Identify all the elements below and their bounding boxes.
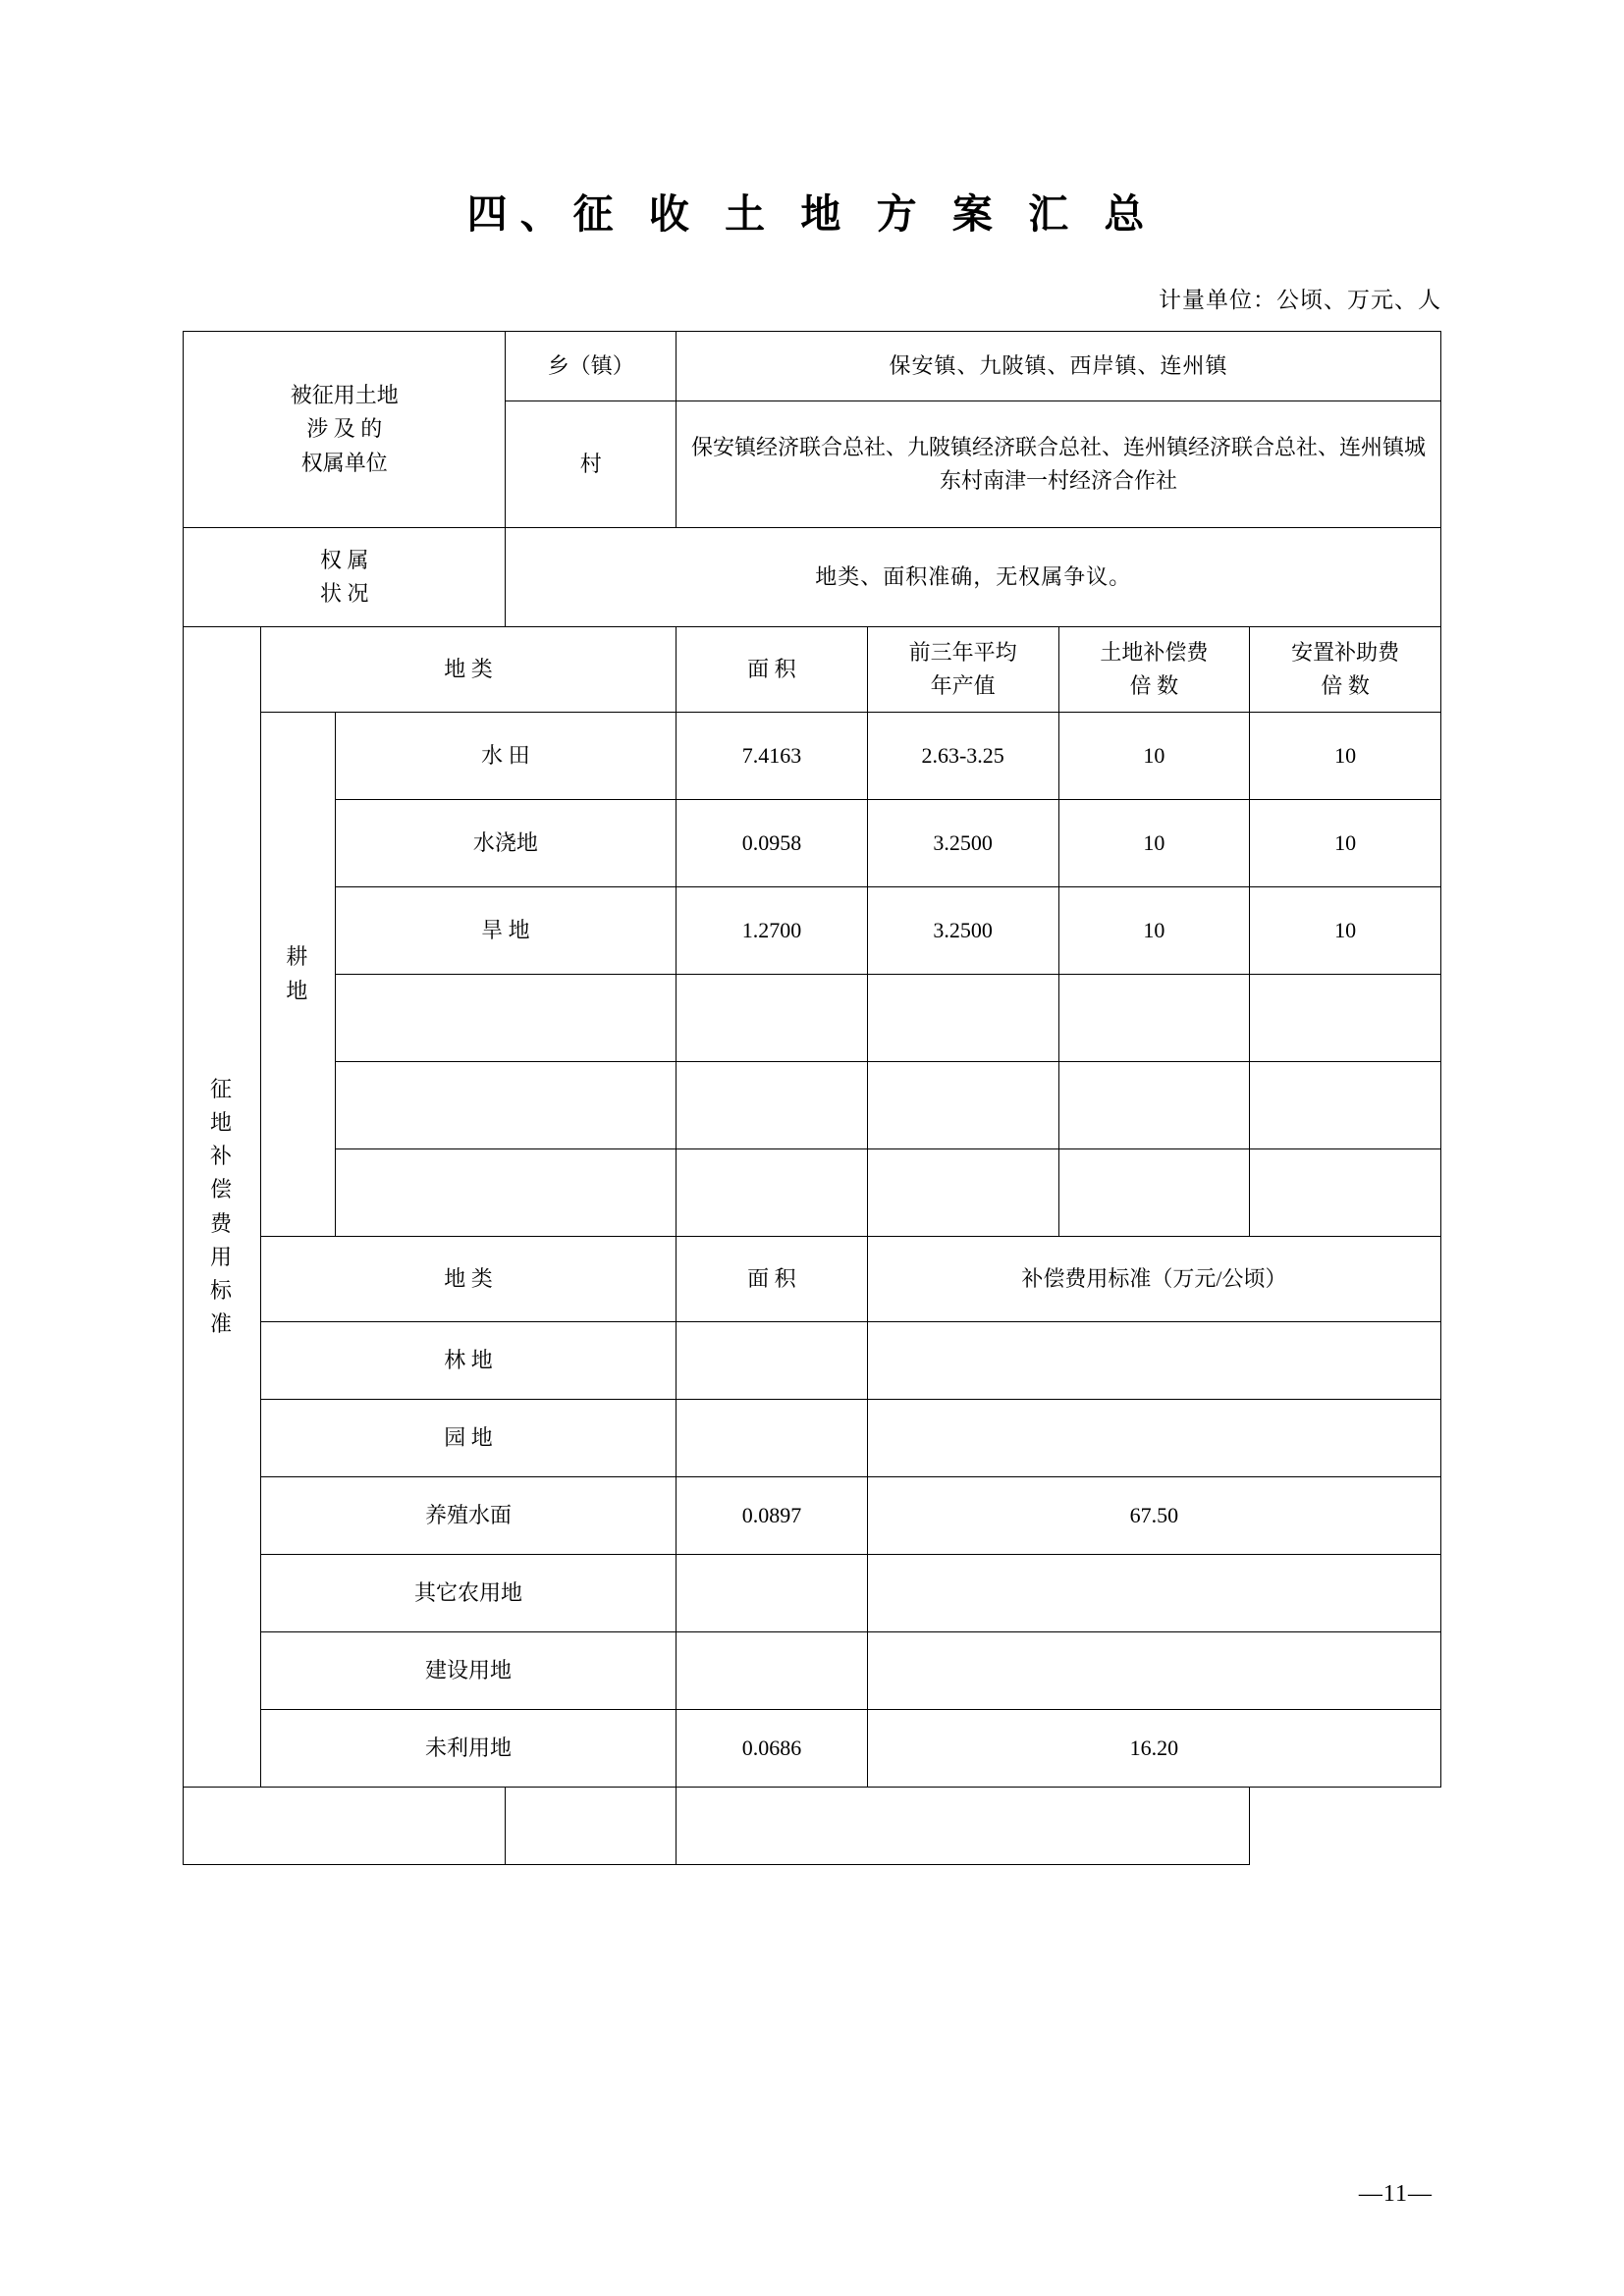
table1-row-2-area: 1.2700	[677, 887, 868, 975]
cultivated-land-group-label	[260, 713, 335, 1237]
table1-row-4-area	[677, 1062, 868, 1149]
table1-header-resettlement-line-1: 安置补助费	[1291, 639, 1400, 665]
land-requisition-summary-table	[183, 331, 1441, 1865]
table1-row-1-output: 3.2500	[867, 800, 1058, 887]
table2-row-6-type	[184, 1788, 506, 1865]
table1-row-5-resettlement-multiple	[1250, 1149, 1441, 1237]
cultivated-label-char-2: 地	[286, 978, 310, 1003]
table-row-dry-land	[184, 887, 1441, 975]
table1-row-4-land-multiple	[1058, 1062, 1250, 1149]
table-row-forest-land	[184, 1322, 1441, 1400]
township-row-value: 保安镇、九陂镇、西岸镇、连州镇	[677, 332, 1441, 401]
table1-header-land-multiple-line-2: 倍 数	[1129, 673, 1179, 698]
table2-row-6-area	[506, 1788, 677, 1865]
table-row-table2-blank	[184, 1788, 1441, 1865]
table1-header-area: 面 积	[677, 627, 868, 713]
table1-header-resettlement-multiple	[1250, 627, 1441, 713]
table2-row-5-type: 未利用地	[260, 1710, 676, 1788]
table2-row-0-standard	[867, 1322, 1440, 1400]
table1-row-5-output	[867, 1149, 1058, 1237]
table2-row-5-area: 0.0686	[677, 1710, 868, 1788]
table2-row-4-type: 建设用地	[260, 1632, 676, 1710]
table-row-irrigated-land	[184, 800, 1441, 887]
cultivated-label-char-1: 耕	[286, 944, 310, 970]
table2-row-0-area	[677, 1322, 868, 1400]
table2-header-area: 面 积	[677, 1237, 868, 1322]
measurement-unit-note: 计量单位：公顷、万元、人	[1159, 288, 1441, 312]
compensation-label-char-4: 偿	[209, 1177, 234, 1202]
table-row-blank-1	[184, 975, 1441, 1062]
table-row-compensation-header	[184, 627, 1441, 713]
table1-row-1-land-multiple: 10	[1058, 800, 1250, 887]
table1-row-5-area	[677, 1149, 868, 1237]
table1-row-2-type: 旱 地	[335, 887, 676, 975]
township-row-key: 乡（镇）	[506, 332, 677, 401]
table2-row-2-type: 养殖水面	[260, 1477, 676, 1555]
table2-row-4-area	[677, 1632, 868, 1710]
table1-row-0-output: 2.63-3.25	[867, 713, 1058, 800]
table1-header-output-line-2: 年产值	[930, 673, 996, 698]
table1-row-5-type	[335, 1149, 676, 1237]
table-row-paddy-field	[184, 713, 1441, 800]
village-row-value: 保安镇经济联合总社、九陂镇经济联合总社、连州镇经济联合总社、连州镇城东村南津一村经济合作社	[677, 401, 1441, 528]
compensation-label-char-8: 准	[209, 1310, 234, 1336]
table1-row-4-output	[867, 1062, 1058, 1149]
table1-row-0-resettlement-multiple: 10	[1250, 713, 1441, 800]
owner-units-label	[184, 332, 506, 528]
owner-units-label-line-3: 权属单位	[300, 450, 388, 475]
table-row-ownership-status	[184, 528, 1441, 627]
table2-header-landtype: 地 类	[260, 1237, 676, 1322]
table1-row-3-resettlement-multiple	[1250, 975, 1441, 1062]
table1-header-output	[867, 627, 1058, 713]
table2-row-1-type: 园 地	[260, 1400, 676, 1477]
table1-row-1-type: 水浇地	[335, 800, 676, 887]
compensation-label-char-7: 标	[209, 1277, 234, 1303]
table2-row-1-area	[677, 1400, 868, 1477]
table1-row-1-resettlement-multiple: 10	[1250, 800, 1441, 887]
compensation-label-char-6: 用	[209, 1244, 234, 1269]
table2-row-2-standard: 67.50	[867, 1477, 1440, 1555]
village-row-key: 村	[506, 401, 677, 528]
table1-row-2-land-multiple: 10	[1058, 887, 1250, 975]
table1-row-3-output	[867, 975, 1058, 1062]
table1-row-3-type	[335, 975, 676, 1062]
page-title: 四、征 收 土 地 方 案 汇 总	[466, 191, 1158, 237]
table-row-aquaculture-surface	[184, 1477, 1441, 1555]
compensation-label-char-1: 征	[209, 1077, 234, 1102]
table-row-blank-3	[184, 1149, 1441, 1237]
page-number: —11—	[1358, 2181, 1433, 2207]
compensation-label-char-2: 地	[209, 1110, 234, 1136]
table1-row-0-land-multiple: 10	[1058, 713, 1250, 800]
table2-row-6-standard	[677, 1788, 1250, 1865]
table1-header-resettlement-line-2: 倍 数	[1321, 673, 1370, 698]
table-row-construction-land	[184, 1632, 1441, 1710]
table2-row-4-standard	[867, 1632, 1440, 1710]
table1-row-0-area: 7.4163	[677, 713, 868, 800]
table1-row-4-resettlement-multiple	[1250, 1062, 1441, 1149]
owner-units-label-line-2: 涉 及 的	[306, 416, 383, 442]
compensation-label-char-5: 费	[209, 1210, 234, 1236]
table2-row-5-standard: 16.20	[867, 1710, 1440, 1788]
table2-row-3-standard	[867, 1555, 1440, 1632]
table1-header-land-multiple	[1058, 627, 1250, 713]
table2-row-0-type: 林 地	[260, 1322, 676, 1400]
table-row-table2-header	[184, 1237, 1441, 1322]
table-row-garden-land	[184, 1400, 1441, 1477]
table1-header-land-multiple-line-1: 土地补偿费	[1100, 639, 1209, 665]
table2-row-1-standard	[867, 1400, 1440, 1477]
compensation-label-char-3: 补	[209, 1144, 234, 1169]
ownership-status-label	[184, 528, 506, 627]
ownership-status-label-line-1: 权 属	[319, 547, 369, 572]
table1-row-2-resettlement-multiple: 10	[1250, 887, 1441, 975]
table2-header-standard: 补偿费用标准（万元/公顷）	[867, 1237, 1440, 1322]
ownership-status-value: 地类、面积准确，无权属争议。	[506, 528, 1441, 627]
table-row-unused-land	[184, 1710, 1441, 1788]
compensation-standard-label	[184, 627, 261, 1788]
table-row-blank-2	[184, 1062, 1441, 1149]
table-row-other-agricultural-land	[184, 1555, 1441, 1632]
table1-header-output-line-1: 前三年平均	[908, 639, 1017, 665]
table1-row-1-area: 0.0958	[677, 800, 868, 887]
table2-row-3-area	[677, 1555, 868, 1632]
table1-row-4-type	[335, 1062, 676, 1149]
table1-row-3-area	[677, 975, 868, 1062]
table1-row-2-output: 3.2500	[867, 887, 1058, 975]
table1-header-landtype: 地 类	[260, 627, 676, 713]
table1-row-0-type: 水 田	[335, 713, 676, 800]
table1-row-5-land-multiple	[1058, 1149, 1250, 1237]
owner-units-label-line-1: 被征用土地	[290, 383, 399, 408]
table2-row-2-area: 0.0897	[677, 1477, 868, 1555]
table2-row-3-type: 其它农用地	[260, 1555, 676, 1632]
table-row-township	[184, 332, 1441, 401]
table1-row-3-land-multiple	[1058, 975, 1250, 1062]
ownership-status-label-line-2: 状 况	[319, 581, 369, 606]
